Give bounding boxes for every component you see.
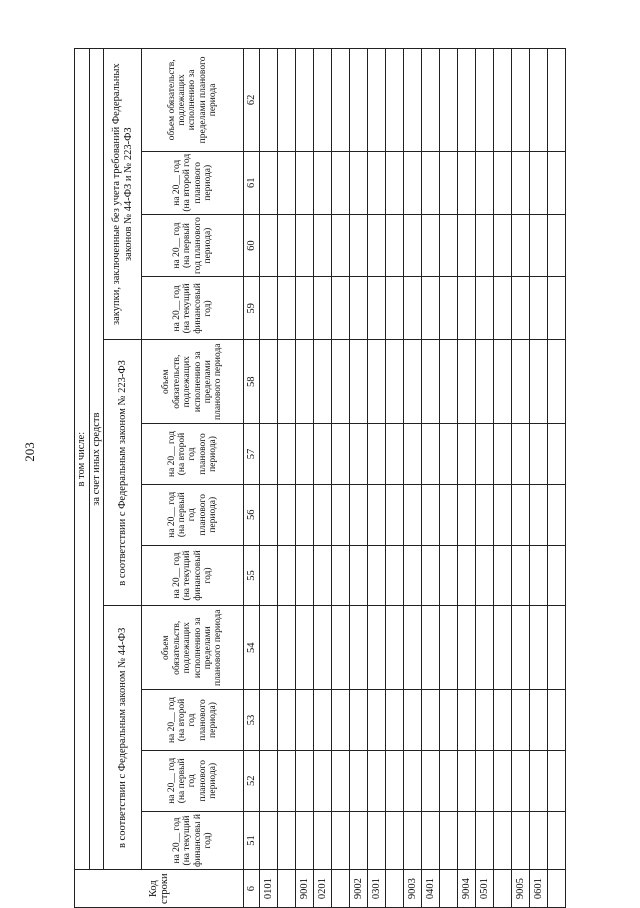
table-cell: [476, 484, 494, 545]
table-cell: [368, 424, 386, 485]
table-cell: [476, 606, 494, 690]
table-cell: [368, 277, 386, 340]
table-cell: [548, 750, 566, 811]
table-cell: [422, 214, 440, 277]
table-cell: [350, 484, 368, 545]
column-header: на 20__ год (на второй год планового периода): [142, 151, 244, 214]
table-cell: [512, 151, 530, 214]
table-cell: [512, 690, 530, 751]
column-number: 62: [244, 49, 260, 152]
table-row: [368, 49, 386, 908]
table-cell: [422, 750, 440, 811]
table-cell: [548, 151, 566, 214]
table-cell: [476, 690, 494, 751]
table-cell: [404, 49, 422, 152]
table-cell: [296, 277, 314, 340]
table-cell: [368, 545, 386, 606]
table-cell: [368, 811, 386, 870]
table-cell: [278, 811, 296, 870]
row-code-cell: [494, 870, 512, 908]
group-223fz-header: в соответствии с Федеральным законом № 223-ФЗ: [104, 340, 142, 606]
table-cell: [350, 545, 368, 606]
table-cell: [476, 545, 494, 606]
table-cell: [458, 811, 476, 870]
table-cell: [440, 606, 458, 690]
row-code-cell: 0101: [260, 870, 278, 908]
table-cell: [296, 690, 314, 751]
column-header: объем обязательств, подлежащих исполнению за пределами планового периода: [142, 340, 244, 424]
column-number: 53: [244, 690, 260, 751]
table-cell: [440, 690, 458, 751]
table-cell: [332, 424, 350, 485]
table-cell: [350, 424, 368, 485]
table-cell: [440, 811, 458, 870]
table-cell: [404, 606, 422, 690]
table-row: [332, 49, 350, 908]
other-funds-header: за счет иных средств: [89, 49, 104, 870]
table-cell: [404, 277, 422, 340]
row-code-cell: 0401: [422, 870, 440, 908]
table-cell: [332, 606, 350, 690]
table-cell: [548, 340, 566, 424]
table-cell: [512, 811, 530, 870]
table-cell: [494, 484, 512, 545]
table-cell: [386, 484, 404, 545]
column-number: 56: [244, 484, 260, 545]
table-cell: [260, 750, 278, 811]
page-number: 203: [22, 442, 37, 462]
table-cell: [548, 214, 566, 277]
table-cell: [548, 484, 566, 545]
table-cell: [296, 49, 314, 152]
table-cell: [332, 277, 350, 340]
table-cell: [368, 484, 386, 545]
table-cell: [350, 606, 368, 690]
table-cell: [296, 151, 314, 214]
column-header: на 20__ год (на второй год планового периода): [142, 424, 244, 485]
table-row: [512, 49, 530, 908]
table-cell: [296, 340, 314, 424]
table-cell: [386, 151, 404, 214]
table-cell: [404, 424, 422, 485]
table-cell: [332, 340, 350, 424]
table-cell: [494, 811, 512, 870]
table-cell: [350, 750, 368, 811]
table-row: [296, 49, 314, 908]
table-cell: [440, 424, 458, 485]
table-cell: [260, 214, 278, 277]
column-number: 51: [244, 811, 260, 870]
table-cell: [278, 340, 296, 424]
table-cell: [422, 811, 440, 870]
table-cell: [404, 690, 422, 751]
table-cell: [260, 690, 278, 751]
row-code-cell: [278, 870, 296, 908]
column-header: на 20__ год (на текущий финансовы й год): [142, 811, 244, 870]
table-cell: [494, 151, 512, 214]
table-cell: [260, 424, 278, 485]
table-cell: [260, 545, 278, 606]
table-cell: [440, 151, 458, 214]
table-cell: [314, 49, 332, 152]
table-cell: [422, 484, 440, 545]
column-header: на 20__ год (на первый год планового периода): [142, 750, 244, 811]
table-cell: [404, 340, 422, 424]
column-number: 61: [244, 151, 260, 214]
table-cell: [314, 690, 332, 751]
table-cell: [530, 606, 548, 690]
table-cell: [350, 49, 368, 152]
table-cell: [476, 214, 494, 277]
row-code-cell: 0201: [314, 870, 332, 908]
table-cell: [458, 545, 476, 606]
table-cell: [260, 49, 278, 152]
table-cell: [386, 690, 404, 751]
table-cell: [404, 545, 422, 606]
table-cell: [314, 606, 332, 690]
column-number: 6: [244, 870, 260, 908]
table-cell: [530, 340, 548, 424]
table-cell: [458, 277, 476, 340]
column-header: на 20__ год (на текущий финансовый год): [142, 277, 244, 340]
table-cell: [296, 750, 314, 811]
table-row: [548, 49, 566, 908]
row-code-cell: 9004: [458, 870, 476, 908]
table-row: [350, 49, 368, 908]
table-cell: [458, 424, 476, 485]
table-cell: [512, 340, 530, 424]
table-cell: [332, 484, 350, 545]
table-cell: [386, 340, 404, 424]
table-cell: [422, 340, 440, 424]
column-number: 54: [244, 606, 260, 690]
row-code-cell: 9002: [350, 870, 368, 908]
column-number: 52: [244, 750, 260, 811]
table-cell: [350, 340, 368, 424]
table-cell: [440, 545, 458, 606]
table-row: [494, 49, 512, 908]
table-cell: [368, 340, 386, 424]
table-cell: [548, 424, 566, 485]
table-cell: [296, 606, 314, 690]
table-cell: [314, 340, 332, 424]
table-cell: [422, 277, 440, 340]
table-row: [476, 49, 494, 908]
table-row: [260, 49, 278, 908]
table-cell: [260, 606, 278, 690]
table-cell: [548, 690, 566, 751]
column-header: на 20__ год (на первый год планового периода): [142, 484, 244, 545]
table-cell: [296, 424, 314, 485]
table-cell: [368, 690, 386, 751]
row-code-cell: 9003: [404, 870, 422, 908]
table-cell: [260, 811, 278, 870]
table-cell: [404, 484, 422, 545]
table-cell: [494, 424, 512, 485]
table-cell: [296, 545, 314, 606]
table-cell: [530, 750, 548, 811]
table-cell: [296, 484, 314, 545]
table-cell: [494, 750, 512, 811]
table-cell: [278, 484, 296, 545]
column-number: 58: [244, 340, 260, 424]
table-cell: [548, 545, 566, 606]
table-cell: [332, 151, 350, 214]
column-number: 57: [244, 424, 260, 485]
table-cell: [314, 811, 332, 870]
table-cell: [404, 811, 422, 870]
table-cell: [278, 690, 296, 751]
row-code-cell: 0301: [368, 870, 386, 908]
table-cell: [476, 277, 494, 340]
table-cell: [512, 214, 530, 277]
table-row: [422, 49, 440, 908]
table-cell: [278, 214, 296, 277]
group-44fz-header: в соответствии с Федеральным законом № 44-ФЗ: [104, 606, 142, 870]
table-row: [278, 49, 296, 908]
table-cell: [386, 214, 404, 277]
table-cell: [278, 151, 296, 214]
table-cell: [332, 811, 350, 870]
in-that-number-header: в том числе:: [75, 49, 90, 870]
table-cell: [278, 606, 296, 690]
table-cell: [494, 606, 512, 690]
row-code-cell: [386, 870, 404, 908]
table-cell: [260, 484, 278, 545]
table-cell: [350, 690, 368, 751]
table-cell: [368, 151, 386, 214]
table-cell: [260, 277, 278, 340]
table-row: [404, 49, 422, 908]
table-cell: [512, 484, 530, 545]
column-header: на 20__ год (на второй год планового периода): [142, 690, 244, 751]
table-cell: [350, 151, 368, 214]
group-no-law-header: закупки, заключенные без учета требований Федеральных законов № 44-ФЗ и № 223-ФЗ: [104, 49, 142, 340]
table-cell: [422, 49, 440, 152]
table-cell: [458, 606, 476, 690]
table-cell: [332, 545, 350, 606]
table-cell: [476, 424, 494, 485]
table-cell: [422, 545, 440, 606]
report-table: [74, 48, 566, 908]
table-cell: [494, 49, 512, 152]
table-cell: [494, 277, 512, 340]
table-cell: [314, 484, 332, 545]
rotated-report-table-frame: [74, 48, 594, 908]
table-cell: [404, 151, 422, 214]
table-cell: [530, 424, 548, 485]
table-cell: [512, 277, 530, 340]
table-cell: [512, 49, 530, 152]
table-cell: [386, 49, 404, 152]
column-header: объем обязательств, подлежащих исполнению за пределами планового периода: [142, 49, 244, 152]
table-cell: [386, 750, 404, 811]
table-cell: [440, 484, 458, 545]
table-cell: [476, 750, 494, 811]
table-cell: [278, 424, 296, 485]
table-cell: [404, 750, 422, 811]
table-cell: [530, 690, 548, 751]
table-row: [458, 49, 476, 908]
table-cell: [494, 690, 512, 751]
table-cell: [440, 340, 458, 424]
table-cell: [350, 811, 368, 870]
table-cell: [332, 49, 350, 152]
table-cell: [350, 277, 368, 340]
table-cell: [512, 424, 530, 485]
table-cell: [530, 545, 548, 606]
column-header: объем обязательств, подлежащих исполнению за пределами планового периода: [142, 606, 244, 690]
table-cell: [458, 49, 476, 152]
table-cell: [548, 606, 566, 690]
table-cell: [386, 545, 404, 606]
table-cell: [530, 49, 548, 152]
table-cell: [260, 151, 278, 214]
table-cell: [404, 214, 422, 277]
table-cell: [494, 214, 512, 277]
table-cell: [314, 151, 332, 214]
table-cell: [278, 49, 296, 152]
table-cell: [512, 750, 530, 811]
column-number: 55: [244, 545, 260, 606]
table-cell: [422, 151, 440, 214]
table-cell: [440, 49, 458, 152]
table-cell: [530, 151, 548, 214]
table-cell: [278, 277, 296, 340]
table-cell: [440, 214, 458, 277]
table-cell: [512, 606, 530, 690]
column-number: 59: [244, 277, 260, 340]
table-cell: [476, 151, 494, 214]
table-cell: [530, 214, 548, 277]
table-cell: [260, 340, 278, 424]
column-header: на 20__ год (на первый год планового периода): [142, 214, 244, 277]
code-header: Код строки: [75, 870, 244, 908]
table-cell: [530, 277, 548, 340]
table-cell: [386, 424, 404, 485]
table-row: [530, 49, 548, 908]
table-cell: [458, 340, 476, 424]
table-cell: [530, 811, 548, 870]
row-code-cell: [332, 870, 350, 908]
table-cell: [314, 424, 332, 485]
table-cell: [458, 750, 476, 811]
table-cell: [422, 690, 440, 751]
table-cell: [332, 214, 350, 277]
table-row: [440, 49, 458, 908]
table-cell: [548, 277, 566, 340]
table-cell: [314, 214, 332, 277]
table-cell: [494, 545, 512, 606]
table-cell: [332, 750, 350, 811]
table-cell: [494, 340, 512, 424]
table-cell: [512, 545, 530, 606]
table-cell: [476, 49, 494, 152]
table-row: [314, 49, 332, 908]
table-cell: [458, 484, 476, 545]
table-cell: [278, 750, 296, 811]
table-cell: [314, 750, 332, 811]
column-number: 60: [244, 214, 260, 277]
table-cell: [458, 214, 476, 277]
table-cell: [314, 545, 332, 606]
table-cell: [422, 424, 440, 485]
row-code-cell: 9001: [296, 870, 314, 908]
table-cell: [368, 214, 386, 277]
table-cell: [332, 690, 350, 751]
table-cell: [440, 750, 458, 811]
table-cell: [350, 214, 368, 277]
table-cell: [458, 690, 476, 751]
table-cell: [422, 606, 440, 690]
column-header: на 20__ год (на текущий финансовый год): [142, 545, 244, 606]
row-code-cell: [440, 870, 458, 908]
row-code-cell: 9005: [512, 870, 530, 908]
table-cell: [440, 277, 458, 340]
table-cell: [458, 151, 476, 214]
table-cell: [368, 49, 386, 152]
table-row: [386, 49, 404, 908]
table-cell: [296, 214, 314, 277]
row-code-cell: 0601: [530, 870, 548, 908]
table-cell: [548, 811, 566, 870]
row-code-cell: 0501: [476, 870, 494, 908]
table-cell: [386, 811, 404, 870]
table-cell: [296, 811, 314, 870]
table-cell: [278, 545, 296, 606]
table-cell: [476, 340, 494, 424]
table-cell: [530, 484, 548, 545]
table-cell: [314, 277, 332, 340]
table-cell: [476, 811, 494, 870]
row-code-cell: [548, 870, 566, 908]
table-cell: [368, 606, 386, 690]
table-cell: [386, 606, 404, 690]
data-rows: [260, 49, 566, 908]
table-cell: [386, 277, 404, 340]
table-cell: [548, 49, 566, 152]
table-cell: [368, 750, 386, 811]
